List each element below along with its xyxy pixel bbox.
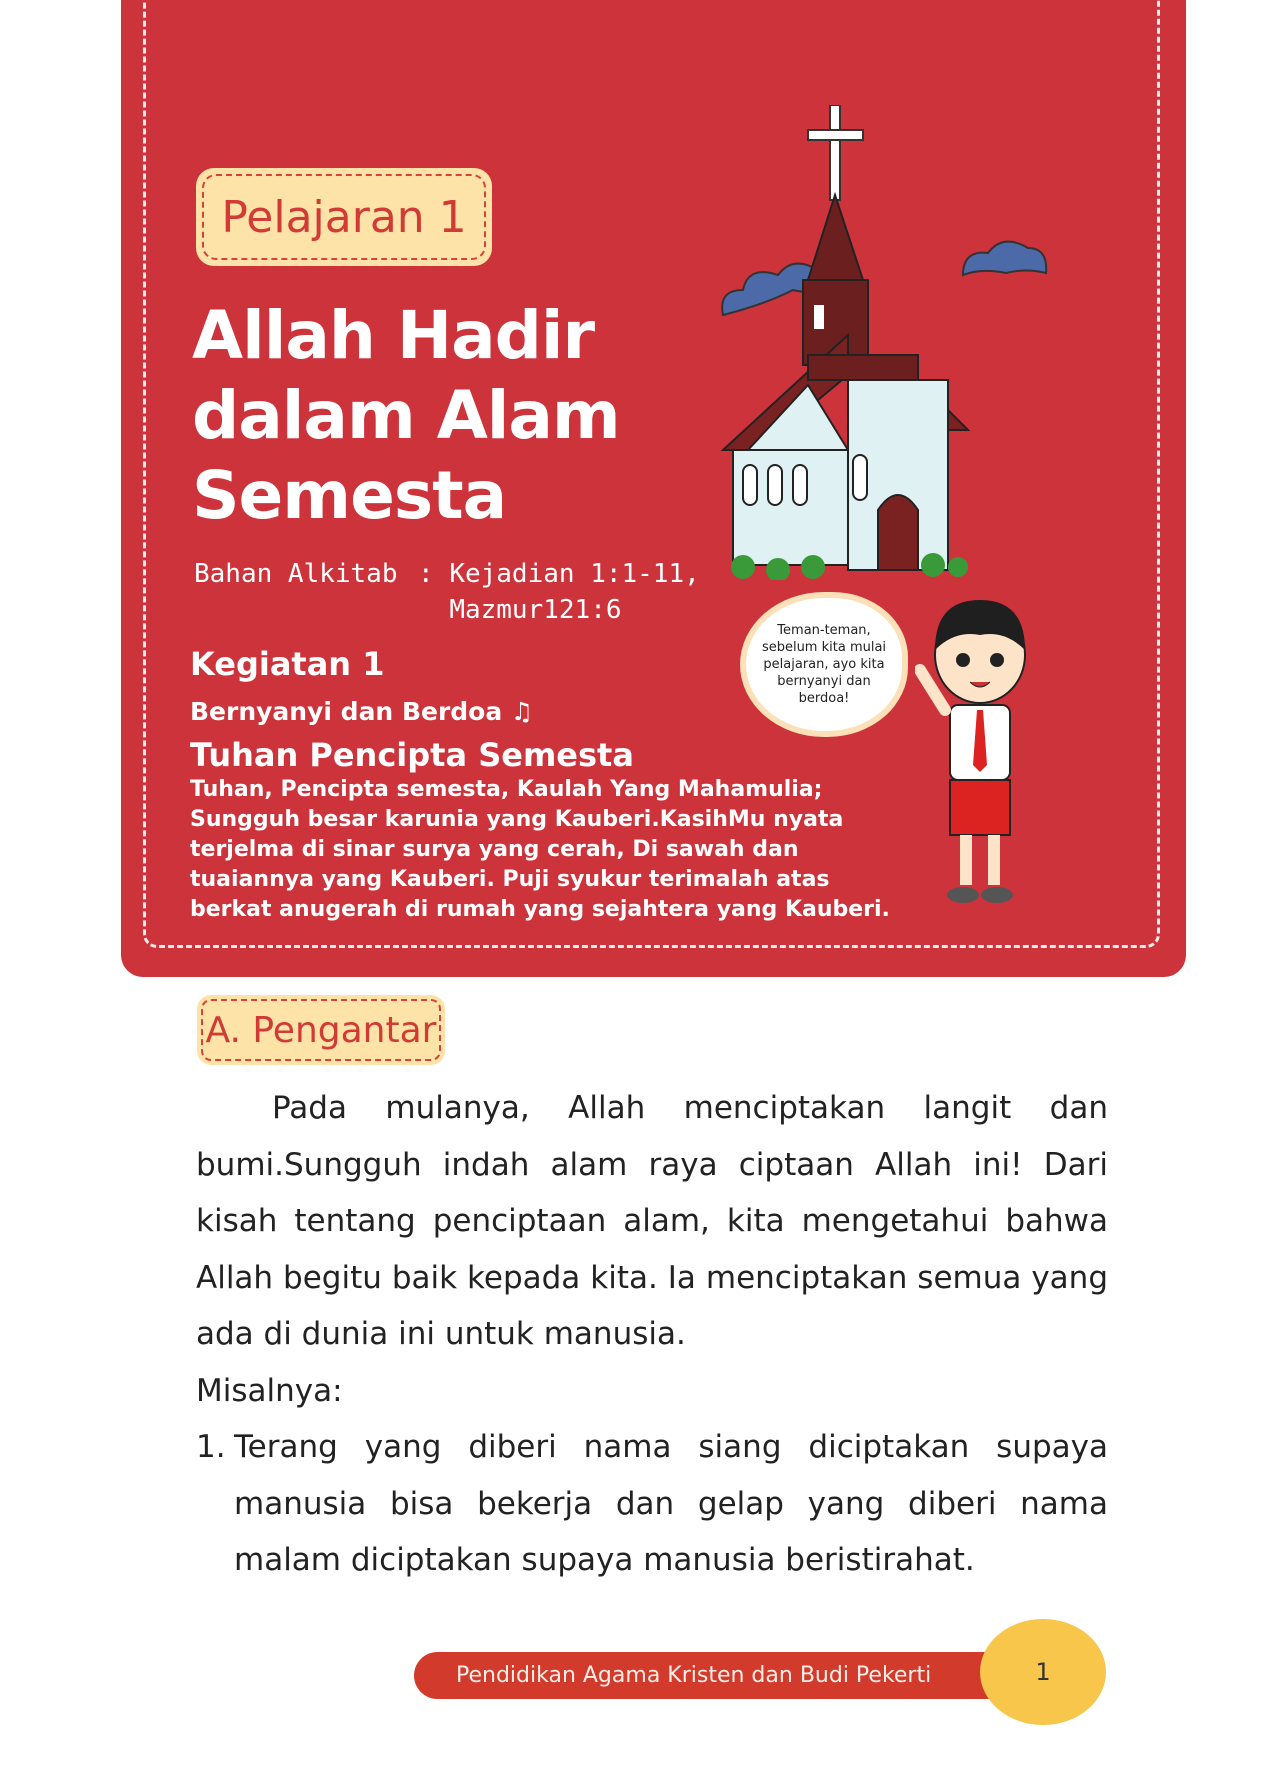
- bible-ref: Kejadian 1:1-11,: [449, 559, 700, 589]
- song-lyrics: [190, 775, 910, 925]
- lyric-line: Sungguh besar karunia yang Kauberi.KasihMu nyata: [190, 807, 844, 832]
- chapter-title: [192, 296, 620, 536]
- page-number: 1: [980, 1619, 1106, 1725]
- body-text: [196, 1080, 1108, 1589]
- bible-ref: Mazmur121:6: [449, 595, 622, 625]
- bible-reference: [194, 556, 700, 628]
- example-label: Misalnya:: [196, 1372, 343, 1409]
- footer-book-title: Pendidikan Agama Kristen dan Budi Pekerti: [414, 1652, 1014, 1699]
- activity-subheading: Bernyanyi dan Berdoa ♫: [190, 697, 534, 726]
- lyric-line: tuaiannya yang Kauberi. Puji syukur terimalah atas: [190, 867, 830, 892]
- activity-heading: Kegiatan 1: [190, 645, 385, 683]
- list-number: 1.: [196, 1429, 226, 1465]
- lesson-tag: [196, 168, 492, 266]
- title-line: dalam Alam: [192, 377, 620, 454]
- list-text: Terang yang diberi nama siang diciptakan supaya manusia bisa bekerja dan gelap yang diberi nama malam diciptakan supaya manusia beristirahat.: [234, 1429, 1108, 1578]
- intro-paragraph: Pada mulanya, Allah menciptakan langit dan bumi.Sungguh indah alam raya ciptaan Allah ini! Dari kisah tentang penciptaan alam, kita mengetahui bahwa Allah begitu baik kepada kita. Ia menciptakan semua yang ada di dunia ini untuk manusia.: [196, 1090, 1108, 1352]
- section-label: A. Pengantar: [201, 999, 441, 1061]
- title-line: Semesta: [192, 457, 507, 534]
- bible-label: Bahan Alkitab: [194, 559, 398, 589]
- song-title: Tuhan Pencipta Semesta: [190, 736, 634, 774]
- speech-bubble: Teman-teman, sebelum kita mulai pelajaran, ayo kita bernyanyi dan berdoa!: [740, 592, 908, 737]
- list-item: [196, 1419, 1108, 1589]
- boy-illustration: [915, 600, 1045, 915]
- cloud-icon: [722, 242, 1046, 315]
- section-tag: [197, 995, 445, 1065]
- lesson-label: Pelajaran 1: [202, 174, 486, 260]
- church-illustration: [718, 105, 1098, 580]
- title-line: Allah Hadir: [192, 297, 595, 374]
- lyric-line: berkat anugerah di rumah yang sejahtera yang Kauberi.: [190, 897, 890, 922]
- lyric-line: terjelma di sinar surya yang cerah, Di sawah dan: [190, 837, 799, 862]
- example-list: [196, 1419, 1108, 1589]
- bible-sep: :: [418, 559, 434, 589]
- lyric-line: Tuhan, Pencipta semesta, Kaulah Yang Mahamulia;: [190, 777, 823, 802]
